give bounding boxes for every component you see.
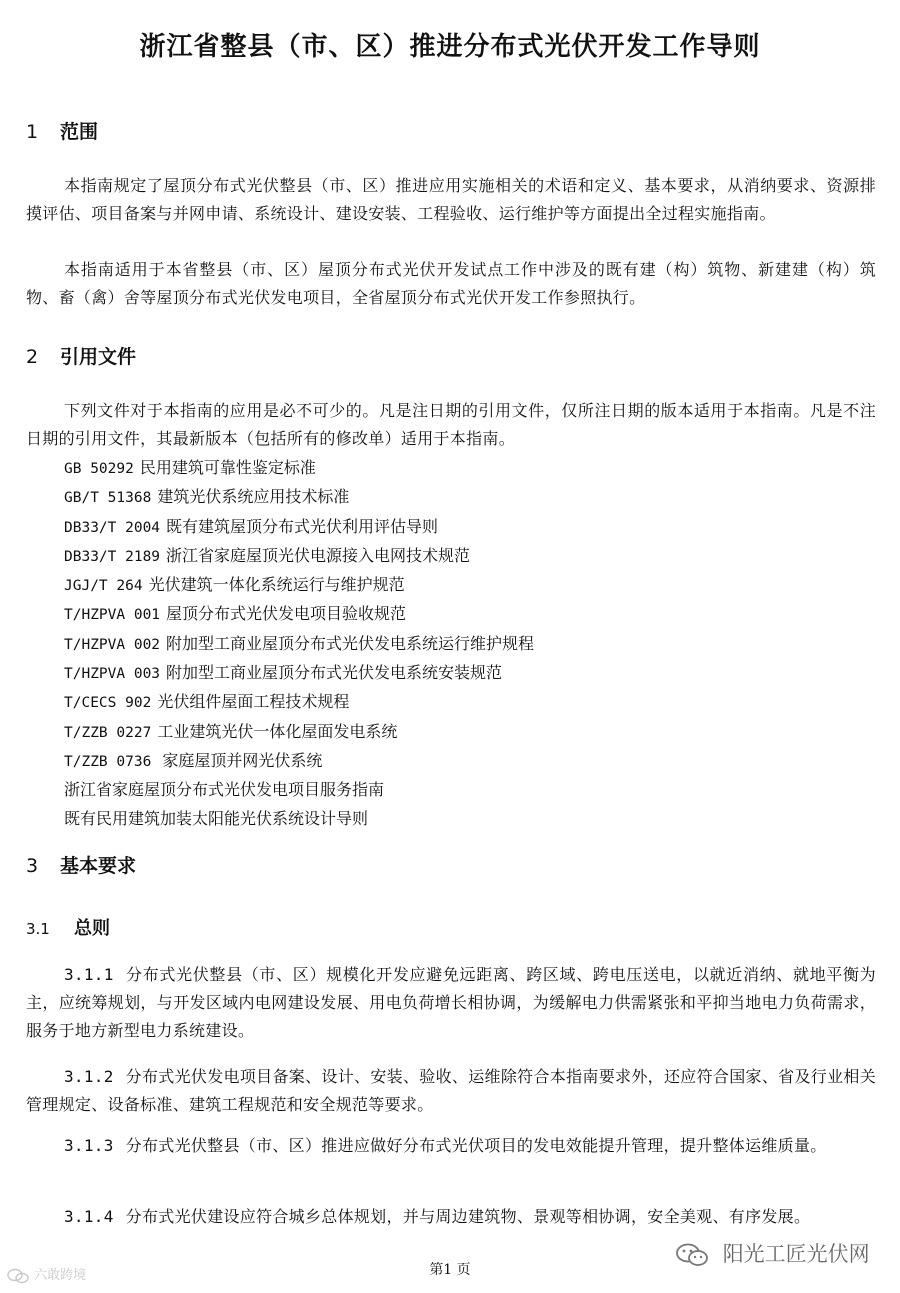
reference-item [64,688,534,717]
clause-3-1-1 [26,961,876,1045]
subsection-number: 3.1 [26,920,50,938]
document-title: 浙江省整县（市、区）推进分布式光伏开发工作导则 [139,32,761,62]
section-3-heading [26,851,136,878]
reference-code: JGJ/T 264 [64,578,143,595]
clause-number: 3.1.2 [64,1067,114,1086]
reference-name: 建筑光伏系统应用技术标准 [157,487,350,507]
reference-list [64,454,534,833]
clause-3-1-2 [26,1063,876,1119]
reference-item [64,454,534,483]
reference-name: 屋顶分布式光伏发电项目验收规范 [166,604,407,624]
reference-code: T/HZPVA 001 [64,607,161,624]
clause-number: 3.1.4 [64,1207,114,1226]
reference-item [64,600,534,629]
reference-code: T/HZPVA 002 [64,636,161,653]
reference-code: GB/T 51368 [64,490,152,507]
section-number: 2 [26,346,39,368]
section-number: 3 [26,855,39,877]
section-number: 1 [26,121,39,143]
clause-text: 分布式光伏建设应符合城乡总体规划，并与周边建筑物、景观等相协调，安全美观、有序发展。 [125,1207,811,1226]
reference-name: 附加型工商业屋顶分布式光伏发电系统安装规范 [166,663,503,683]
watermark-left-text: 六敢跨境 [34,1268,87,1283]
section-title: 引用文件 [60,346,137,368]
clause-number: 3.1.1 [64,965,114,984]
reference-code: GB 50292 [64,461,134,477]
reference-code: T/ZZB 0227 [64,724,152,741]
reference-name: 既有民用建筑加装太阳能光伏系统设计导则 [64,808,369,828]
reference-code: T/CECS 902 [64,695,152,712]
reference-name: 浙江省家庭屋顶分布式光伏发电项目服务指南 [64,780,385,800]
section-1-heading [26,117,98,144]
clause-text: 分布式光伏发电项目备案、设计、安装、验收、运维除符合本指南要求外，还应符合国家、省及行业相关管理规定、设备标准、建筑工程规范和安全规范等要求。 [26,1067,876,1114]
wechat-logo-icon [674,1242,710,1268]
reference-item [64,718,534,747]
reference-item [64,483,534,512]
paragraph: 下列文件对于本指南的应用是必不可少的。凡是注日期的引用文件，仅所注日期的版本适用于本指南。凡是不注日期的引用文件，其最新版本（包括所有的修改单）适用于本指南。 [26,401,876,448]
page-number: 第1 页 [429,1262,471,1278]
reference-item [64,630,534,659]
reference-name: 浙江省家庭屋顶光伏电源接入电网技术规范 [166,545,471,565]
paragraph: 本指南规定了屋顶分布式光伏整县（市、区）推进应用实施相关的术语和定义、基本要求，从消纳要求、资源排摸评估、项目备案与并网申请、系统设计、建设安装、工程验收、运行维护等方面提出全过程实施指南。 [26,176,876,223]
clause-3-1-3 [26,1132,876,1160]
watermark-right-text: 阳光工匠光伏网 [722,1242,870,1266]
watermark-right [674,1238,870,1268]
reference-item [64,747,534,776]
reference-name: 工业建筑光伏一体化屋面发电系统 [157,721,398,741]
reference-code: T/HZPVA 003 [64,666,161,683]
clause-3-1-4 [26,1203,876,1231]
clause-number: 3.1.3 [64,1136,114,1155]
reference-name: 附加型工商业屋顶分布式光伏发电系统运行维护规程 [166,633,535,653]
reference-item [64,805,534,833]
reference-name: 光伏组件屋面工程技术规程 [157,692,350,712]
clause-text: 分布式光伏整县（市、区）规模化开发应避免远距离、跨区域、跨电压送电，以就近消纳、就地平衡为主，应统筹规划，与开发区域内电网建设发展、用电负荷增长相协调，为缓解电力供需紧张和平抑当地电力负荷需求，服务于地方新型电力系统建设。 [26,965,876,1040]
reference-item [64,571,534,600]
reference-name: 家庭屋顶并网光伏系统 [157,750,323,770]
section-title: 范围 [60,121,99,143]
reference-name: 既有建筑屋顶分布式光伏利用评估导则 [166,516,439,536]
section-2-heading [26,342,136,369]
reference-item [64,776,534,804]
reference-code: T/ZZB 0736 [64,753,152,770]
reference-name: 民用建筑可靠性鉴定标准 [139,458,316,477]
reference-item [64,659,534,688]
reference-code: DB33/T 2004 [64,519,161,536]
chat-bubble-logo-icon [6,1267,30,1285]
watermark-left [6,1264,86,1285]
reference-name: 光伏建筑一体化系统运行与维护规范 [148,575,405,595]
section-title: 基本要求 [60,855,137,877]
reference-item [64,542,534,571]
subsection-title: 总则 [74,918,110,939]
subsection-3-1-heading [26,914,110,940]
reference-item [64,513,534,542]
paragraph: 本指南适用于本省整县（市、区）屋顶分布式光伏开发试点工作中涉及的既有建（构）筑物、新建建（构）筑物、畜（禽）舍等屋顶分布式光伏发电项目，全省屋顶分布式光伏开发工作参照执行。 [26,260,876,307]
clause-text: 分布式光伏整县（市、区）推进应做好分布式光伏项目的发电效能提升管理，提升整体运维质量。 [125,1136,827,1155]
reference-code: DB33/T 2189 [64,548,161,565]
